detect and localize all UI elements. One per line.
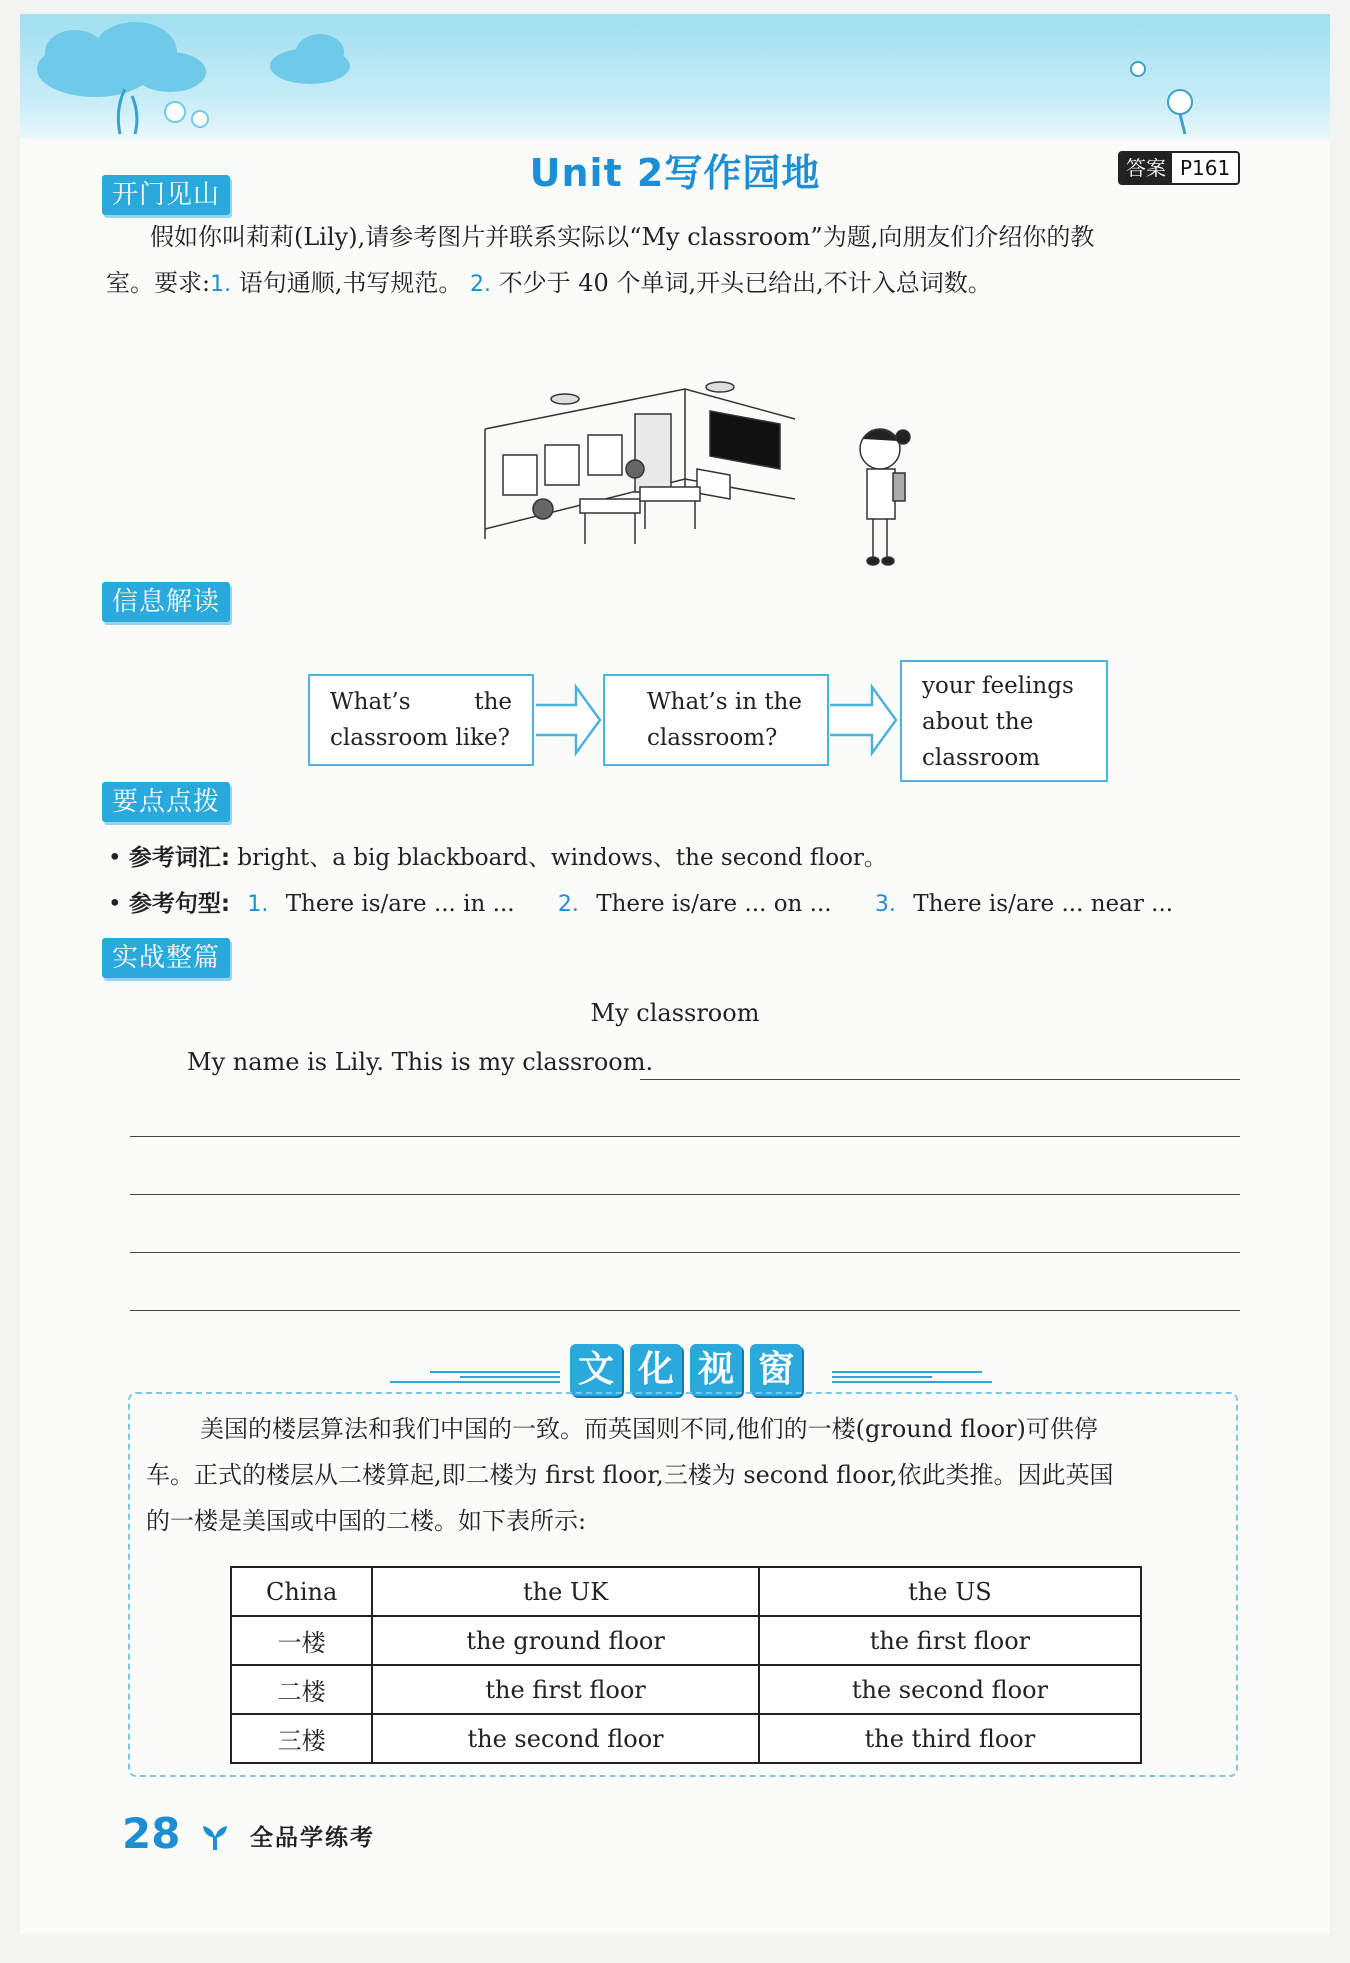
workbook-page bbox=[20, 14, 1330, 1934]
pattern-2-number: 2. bbox=[557, 892, 579, 917]
pattern-3-text: There is/are ... near ... bbox=[913, 891, 1174, 917]
writing-opening: My name is Lily. This is my classroom. bbox=[187, 1048, 654, 1076]
plant-icon bbox=[533, 499, 553, 519]
table-cell: 二楼 bbox=[231, 1665, 372, 1714]
vocab-label: 参考词汇: bbox=[128, 845, 231, 871]
lamp-icon bbox=[551, 394, 579, 404]
bullet-dot: • bbox=[108, 845, 122, 871]
requirement-1-text: 语句通顺,书写规范。 bbox=[238, 269, 463, 297]
culture-title-char-2: 化 bbox=[630, 1344, 682, 1396]
flower-left-icon bbox=[165, 102, 208, 127]
student-desk-icon-2 bbox=[640, 487, 700, 501]
unit-label: Unit 2 bbox=[529, 151, 665, 195]
writing-line-4[interactable] bbox=[130, 1252, 1240, 1253]
flow-box-description bbox=[308, 674, 534, 766]
task-line-1: 假如你叫莉莉(Lily),请参考图片并联系实际以“My classroom”为题,向朋友们介绍你的教 bbox=[150, 223, 1095, 251]
table-cell: the second floor bbox=[759, 1665, 1141, 1714]
vocab-text: bright、a big blackboard、windows、the second floor。 bbox=[237, 845, 887, 871]
flow-box-2-line-1: What’s in the bbox=[647, 689, 802, 715]
requirement-2-text: 不少于 40 个单词,开头已给出,不计入总词数。 bbox=[498, 269, 992, 297]
pattern-line bbox=[108, 886, 1208, 923]
flow-box-3-line-2: about the bbox=[922, 709, 1034, 735]
answer-label: 答案 bbox=[1120, 153, 1172, 183]
flow-box-contents bbox=[603, 674, 829, 766]
task-line-2 bbox=[106, 260, 992, 308]
teacher-desk-icon bbox=[697, 469, 730, 499]
flow-box-feelings bbox=[900, 660, 1108, 782]
table-cell: the third floor bbox=[759, 1714, 1141, 1763]
table-row bbox=[231, 1714, 1141, 1763]
table-header-cell: China bbox=[231, 1567, 372, 1616]
door-icon bbox=[635, 414, 671, 492]
task-requirement-prefix: 室。要求: bbox=[106, 269, 211, 297]
requirement-2-number: 2. bbox=[470, 272, 492, 297]
pattern-label: 参考句型: bbox=[128, 891, 231, 917]
table-cell: 三楼 bbox=[231, 1714, 372, 1763]
banner-decoration bbox=[20, 14, 1330, 139]
table-cell: the first floor bbox=[372, 1665, 759, 1714]
culture-line-2: 车。正式的楼层从二楼算起,即二楼为 first floor,三楼为 second floor,依此类推。因此英国 bbox=[146, 1461, 1114, 1489]
writing-line-5[interactable] bbox=[130, 1310, 1240, 1311]
section-label-tips: 要点点拨 bbox=[102, 782, 230, 822]
window-icon-2 bbox=[545, 445, 579, 485]
answer-badge bbox=[1118, 151, 1240, 185]
table-cell: 一楼 bbox=[231, 1616, 372, 1665]
writing-line-1[interactable] bbox=[640, 1079, 1240, 1080]
pattern-2-text: There is/are ... on ... bbox=[596, 891, 832, 917]
brand-name: 全品学练考 bbox=[250, 1825, 375, 1851]
flow-arrow-icon-2 bbox=[828, 682, 900, 758]
table-header-cell: the US bbox=[759, 1567, 1141, 1616]
cloud-middle-icon bbox=[270, 34, 350, 84]
plant-icon-2 bbox=[626, 460, 644, 478]
flow-arrow-icon bbox=[534, 682, 604, 758]
window-icon-3 bbox=[588, 435, 622, 475]
culture-title-char-4: 窗 bbox=[750, 1344, 802, 1396]
table-cell: the second floor bbox=[372, 1714, 759, 1763]
section-title: 写作园地 bbox=[664, 151, 821, 195]
section-label-practice: 实战整篇 bbox=[102, 938, 230, 978]
answer-page: P161 bbox=[1172, 153, 1238, 183]
section-label-info: 信息解读 bbox=[102, 582, 230, 622]
grass-icon bbox=[118, 89, 137, 134]
pattern-1-text: There is/are ... in ... bbox=[285, 891, 515, 917]
culture-line-1: 美国的楼层算法和我们中国的一致。而英国则不同,他们的一楼(ground floor)可供停 bbox=[200, 1415, 1098, 1443]
flow-box-3-line-1: your feelings bbox=[922, 673, 1074, 699]
page-number: 28 bbox=[122, 1809, 181, 1858]
requirement-1-number: 1. bbox=[210, 272, 232, 297]
girl-icon bbox=[860, 429, 910, 565]
culture-title-char-1: 文 bbox=[570, 1344, 622, 1396]
sprout-icon bbox=[200, 1822, 230, 1852]
table-header-cell: the UK bbox=[372, 1567, 759, 1616]
culture-line-3: 的一楼是美国或中国的二楼。如下表所示: bbox=[146, 1507, 587, 1535]
flower-right-icon bbox=[1131, 62, 1192, 114]
flow-box-3-line-3: classroom bbox=[922, 745, 1041, 771]
pattern-1-number: 1. bbox=[247, 892, 269, 917]
classroom-illustration bbox=[475, 369, 925, 589]
table-cell: the ground floor bbox=[372, 1616, 759, 1665]
title-lines-left bbox=[390, 1354, 570, 1390]
writing-title: My classroom bbox=[590, 999, 760, 1027]
flow-box-2-line-2: classroom? bbox=[647, 725, 778, 751]
floors-table bbox=[230, 1566, 1142, 1764]
writing-line-3[interactable] bbox=[130, 1194, 1240, 1195]
table-cell: the first floor bbox=[759, 1616, 1141, 1665]
flow-box-1-word-1: What’s bbox=[330, 689, 411, 715]
pattern-3-number: 3. bbox=[874, 892, 896, 917]
table-row bbox=[231, 1665, 1141, 1714]
header-banner bbox=[20, 14, 1330, 139]
vocab-line bbox=[108, 840, 887, 876]
culture-title-chars bbox=[570, 1344, 802, 1396]
culture-title-char-3: 视 bbox=[690, 1344, 742, 1396]
bullet-dot-2: • bbox=[108, 891, 122, 917]
flow-box-1-line-1 bbox=[330, 684, 512, 720]
table-row bbox=[231, 1616, 1141, 1665]
student-desk-icon bbox=[580, 499, 640, 513]
flow-box-1-word-2: the bbox=[474, 689, 512, 715]
stem-icon bbox=[1180, 114, 1185, 134]
cloud-left-icon bbox=[37, 22, 206, 97]
table-header-row bbox=[231, 1567, 1141, 1616]
lamp-icon-2 bbox=[706, 382, 734, 392]
window-icon bbox=[503, 455, 537, 495]
writing-line-2[interactable] bbox=[130, 1136, 1240, 1137]
flow-box-1-line-2: classroom like? bbox=[330, 725, 510, 751]
title-lines-right bbox=[832, 1354, 1012, 1390]
section-label-intro: 开门见山 bbox=[102, 175, 230, 215]
blackboard-icon bbox=[710, 411, 780, 469]
